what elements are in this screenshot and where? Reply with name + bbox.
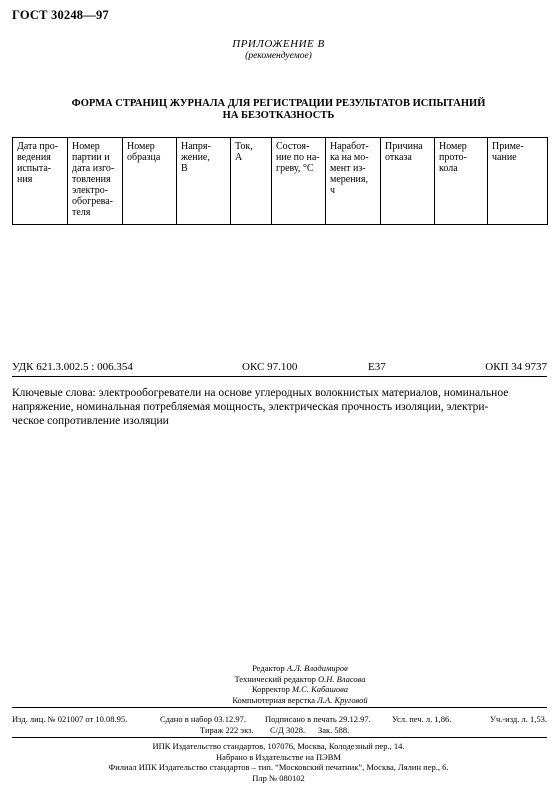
col-voltage: Напря- жение, В — [177, 138, 231, 225]
pub-sheets: Уч.-изд. л. 1,53. — [489, 714, 547, 724]
keywords-line-1: Ключевые слова: электрообогреватели на основе углеродных волокнистых материалов, номинальное — [12, 387, 509, 399]
col-test-date: Дата про- ведения испыта- ния — [13, 138, 68, 225]
col-protocol-number: Номер прото- кола — [435, 138, 488, 225]
footer-line-1: ИПК Издательство стандартов, 107076, Москва, Колодезный пер., 14. — [152, 741, 405, 751]
col-heating-state: Состоя- ние по на- греву, °С — [272, 138, 326, 225]
footer-line-3: Филиал ИПК Издательство стандартов – тип. “Московский печатник”, Москва, Лялин пер., 6. — [108, 762, 449, 772]
signed-date: Подписано в печать 29.12.97. — [265, 714, 371, 724]
credit-corrector: Корректор М.С. Кабашова — [251, 684, 349, 694]
sent-date: Сдано в набор 03.12.97. — [160, 714, 246, 724]
col-sample-number: Номер образца — [123, 138, 177, 225]
order-sd: С/Д 3028. — [270, 724, 306, 735]
okp-code: ОКП 34 9737 — [485, 361, 547, 373]
order-number: Зак. 588. — [318, 724, 350, 735]
journal-form-table — [12, 137, 548, 225]
credit-tech-editor: Технический редактор О.Н. Власова — [234, 673, 366, 684]
col-batch-number: Номер партии и дата изго- товления электро- обогрева- теля — [68, 138, 123, 225]
keywords-block — [12, 386, 547, 428]
form-title-line-1: ФОРМА СТРАНИЦ ЖУРНАЛА ДЛЯ РЕГИСТРАЦИИ РЕЗУЛЬТАТОВ ИСПЫТАНИЙ — [71, 98, 486, 109]
print-sheets: Усл. печ. л. 1,86. — [392, 714, 452, 724]
publication-info — [12, 714, 547, 735]
e-code: Е37 — [368, 361, 386, 373]
divider — [12, 707, 547, 708]
credit-editor: Редактор А.Л. Владимиров — [252, 663, 348, 673]
classification-line — [12, 361, 547, 375]
oks-code: ОКС 97.100 — [242, 361, 298, 373]
udk-code: УДК 621.3.002.5 : 006.354 — [12, 361, 133, 373]
col-failure-cause: Причина отказа — [381, 138, 435, 225]
divider — [12, 737, 547, 738]
print-run: Тираж 222 экз. — [200, 724, 254, 735]
form-title-line-2: НА БЕЗОТКАЗНОСТЬ — [222, 110, 335, 121]
footer-line-2: Набрано в Издательстве на ПЭВМ — [216, 751, 341, 762]
keywords-line-2: напряжение, номинальная потребляемая мощность, электрическая прочность изоляции, электри- — [12, 401, 489, 413]
col-note: Приме- чание — [488, 138, 548, 225]
divider — [12, 376, 547, 377]
appendix-subtitle: (рекомендуемое) — [245, 51, 312, 61]
appendix-title: ПРИЛОЖЕНИЕ В — [232, 38, 325, 50]
footer-line-4: Плр № 080102 — [252, 772, 305, 783]
license: Изд. лиц. № 021007 от 10.08.95. — [12, 714, 128, 724]
col-current: Ток, А — [231, 138, 272, 225]
col-operating-time: Наработ- ка на мо- мент из- мерения, ч — [326, 138, 381, 225]
form-title — [40, 98, 517, 122]
credits-block — [150, 663, 450, 705]
publisher-footer — [40, 741, 517, 783]
table-header-row — [13, 138, 548, 225]
credit-layout: Компьютерная верстка Л.А. Круговой — [232, 694, 368, 705]
document-code: ГОСТ 30248—97 — [12, 8, 109, 22]
keywords-line-3: ческое сопротивление изоляции — [12, 415, 169, 427]
